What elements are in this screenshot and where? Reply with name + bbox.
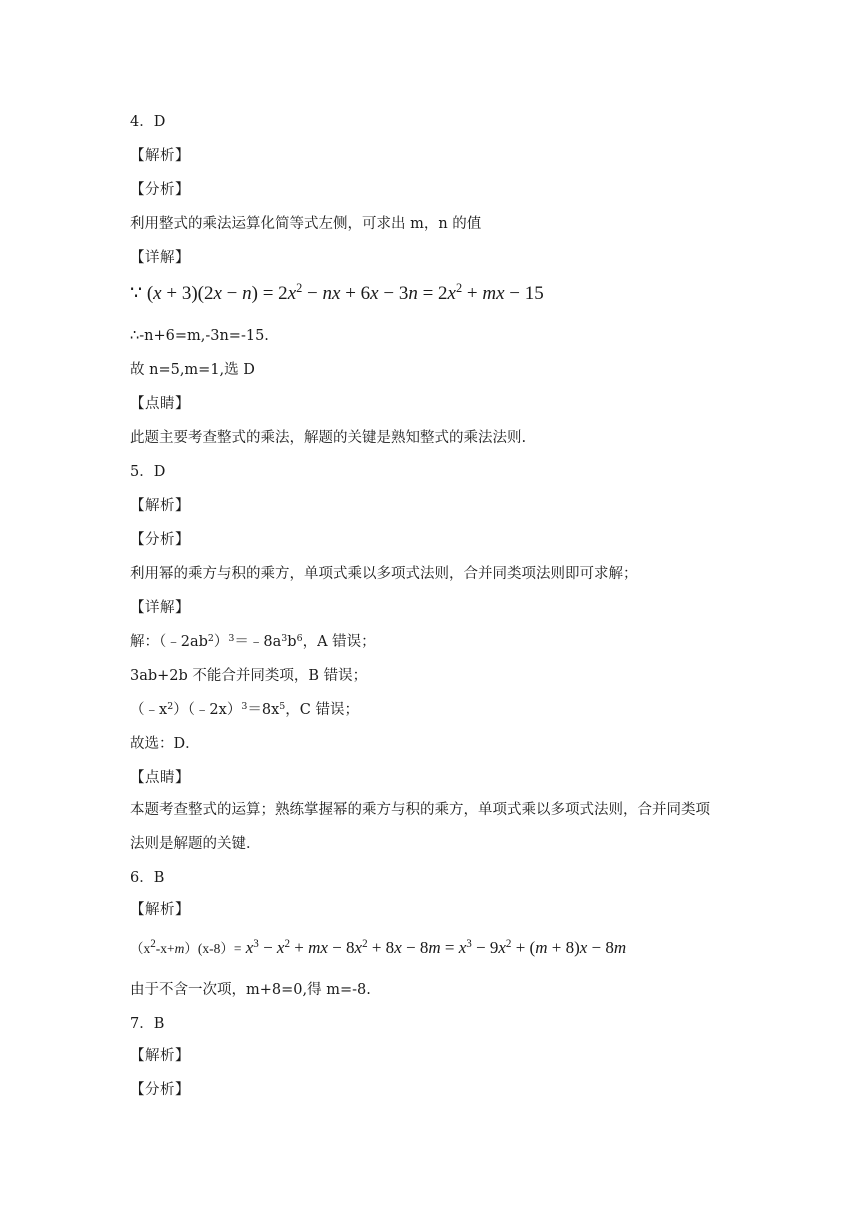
section-header-xiangjie: 【详解】 — [130, 600, 190, 616]
comment-text-line-2: 法则是解题的关键． — [130, 836, 261, 852]
choice-line: 故选：D． — [130, 736, 200, 752]
section-header-jiexi: 【解析】 — [130, 498, 190, 514]
section-header-jiexi: 【解析】 — [130, 1048, 190, 1064]
solution-line-c: $(﹣x^2)(﹣2x)^3=8x^5$，C 错误； — [130, 700, 359, 718]
section-header-jiexi: 【解析】 — [130, 148, 190, 164]
question-5-answer: 5．D — [130, 464, 166, 480]
solution-line: 由于不含一次项，m+8=0,得 m=-8. — [130, 982, 371, 998]
section-header-fenxi: 【分析】 — [130, 182, 190, 198]
conclusion-line: 故 n=5,m=1,选 D — [130, 362, 255, 378]
comment-text: 此题主要考查整式的乘法，解题的关键是熟知整式的乘法法则. — [130, 430, 527, 446]
section-header-fenxi: 【分析】 — [130, 1082, 190, 1098]
solution-line-b: 3ab+2b 不能合并同类项，B 错误； — [130, 668, 368, 684]
analysis-text: 利用整式的乘法运算化简等式左侧，可求出 m，n 的值 — [130, 216, 482, 232]
equation-q6: $(x^2-x+m)(x-8)= x^3 - x^2$ + mx − $8x^2 + 8x - 8m = x^3 - 9x^2 + (m + 8)x - 8m$ — [130, 937, 627, 957]
analysis-text: 利用幂的乘方与积的乘方，单项式乘以多项式法则，合并同类项法则即可求解； — [130, 566, 638, 582]
section-header-xiangjie: 【详解】 — [130, 250, 190, 266]
solution-line-a: 解：$(﹣2ab^2)^3=﹣8a^3b^6$，A 错误； — [130, 632, 376, 650]
comment-text-line-1: 本题考查整式的运算；熟练掌握幂的乘方与积的乘方，单项式乘以多项式法则，合并同类项 — [130, 802, 710, 818]
section-header-fenxi: 【分析】 — [130, 532, 190, 548]
section-header-dianjing: 【点睛】 — [130, 396, 190, 412]
section-header-jiexi: 【解析】 — [130, 902, 190, 918]
therefore-line: ∴-n+6=m,-3n=-15. — [130, 328, 269, 344]
question-4-answer: 4．D — [130, 114, 166, 130]
section-header-dianjing: 【点睛】 — [130, 770, 190, 786]
question-7-answer: 7．B — [130, 1016, 165, 1032]
because-symbol: ∵ — [130, 283, 143, 304]
question-6-answer: 6．B — [130, 870, 165, 886]
equation-q4: ∵ $(x + 3)(2x - n) = 2x^2$ − nx + $6x - 3n = 2x^2$ + mx − 15 — [130, 281, 544, 304]
